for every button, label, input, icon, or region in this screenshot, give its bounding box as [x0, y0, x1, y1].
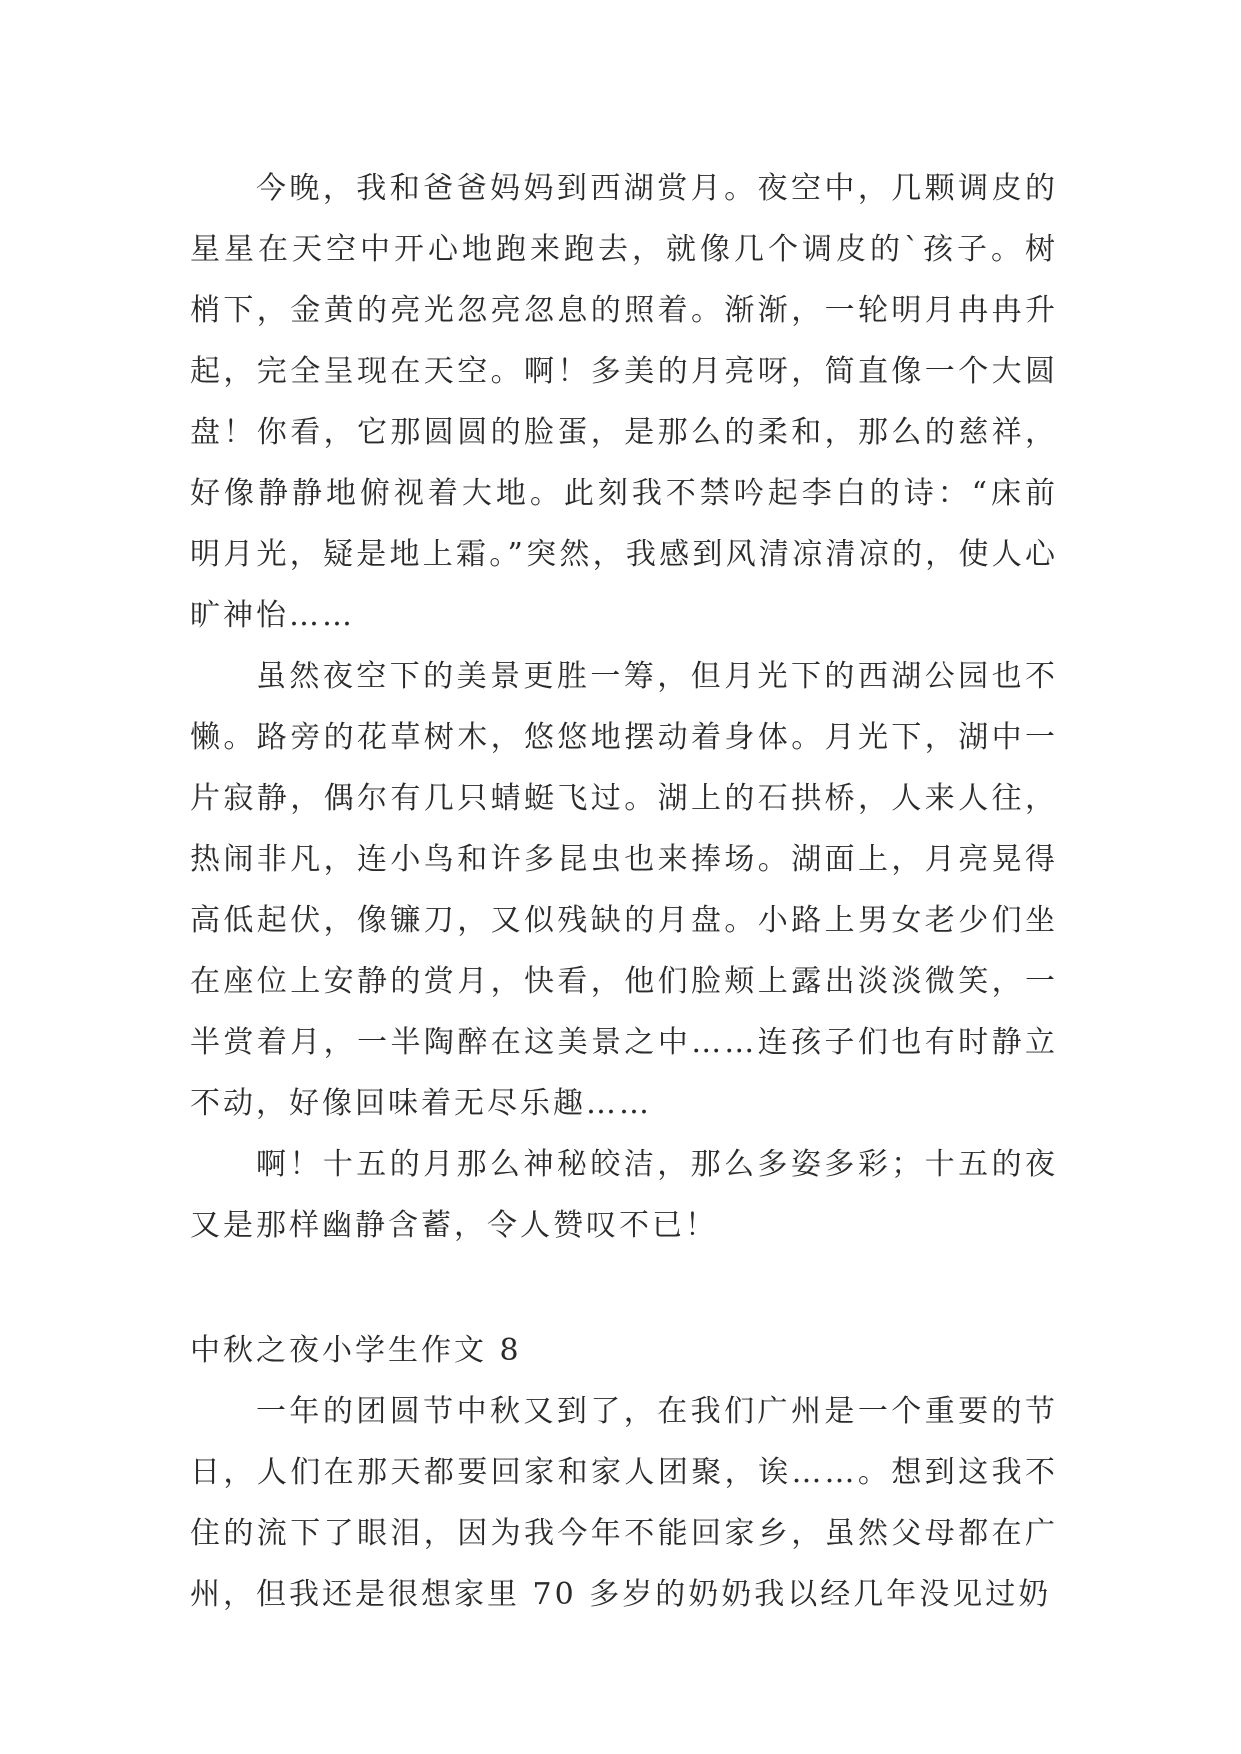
paragraph-moon-viewing: 今晚，我和爸爸妈妈到西湖赏月。夜空中，几颗调皮的星星在天空中开心地跑来跑去，就像几个调皮的`孩子。树梢下，金黄的亮光忽亮忽息的照着。渐渐，一轮明月冉冉升起，完全呈现在天空。啊！多美的月亮呀，简直像一个大圆盘！你看，它那圆圆的脸蛋，是那么的柔和，那么的慈祥，好像静静地俯视着大地。此刻我不禁吟起李白的诗：“床前明月光，疑是地上霜。”突然，我感到风清凉清凉的，使人心旷神怡…… [190, 171, 1058, 633]
paragraph-mid-autumn-reunion: 一年的团圆节中秋又到了，在我们广州是一个重要的节日，人们在那天都要回家和家人团聚，诶……。想到这我不住的流下了眼泪，因为我今年不能回家乡，虽然父母都在广州，但我还是很想家里 70 多岁的奶奶我以经几年没见过奶 [190, 1394, 1058, 1612]
essay-body [190, 158, 1058, 1625]
section-title: 中秋之夜小学生作文 8 [190, 1333, 522, 1368]
section-spacer [190, 1256, 1058, 1320]
paragraph-conclusion: 啊！十五的月那么神秘皎洁，那么多姿多彩；十五的夜又是那样幽静含蓄，令人赞叹不已！ [190, 1147, 1058, 1243]
paragraph-west-lake-park: 虽然夜空下的美景更胜一筹，但月光下的西湖公园也不懒。路旁的花草树木，悠悠地摆动着身体。月光下，湖中一片寂静，偶尔有几只蜻蜓飞过。湖上的石拱桥，人来人往，热闹非凡，连小鸟和许多昆虫也来捧场。湖面上，月亮晃得高低起伏，像镰刀，又似残缺的月盘。小路上男女老少们坐在座位上安静的赏月，快看，他们脸颊上露出淡淡微笑，一半赏着月，一半陶醉在这美景之中……连孩子们也有时静立不动，好像回味着无尽乐趣…… [190, 659, 1058, 1121]
